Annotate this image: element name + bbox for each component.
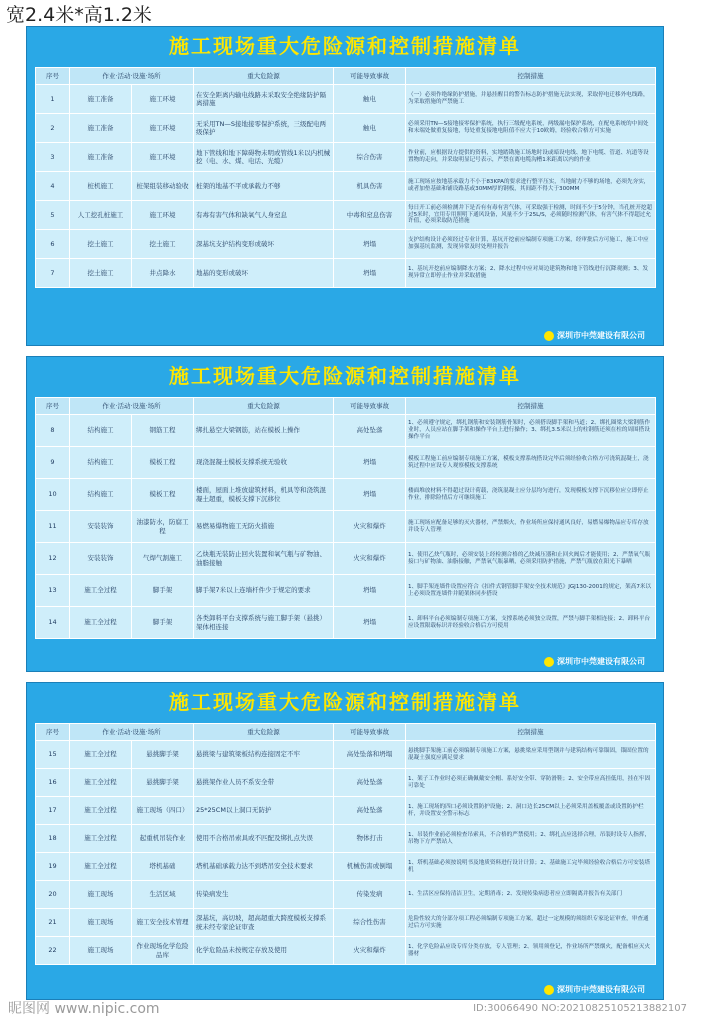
cell-no: 8 (36, 415, 70, 447)
cell-location: 施工现场（四口） (132, 797, 194, 825)
table-row (36, 881, 656, 909)
hazard-table (35, 67, 656, 288)
cell-hazard: 地下管线和地下障碍物未明或管线1米以内机械挖（电、水、煤、电话、光缆） (194, 143, 334, 172)
cell-control: 施工现场应配备足够的灭火器材，严禁烟火，作业场所应保持通风良好，易燃易爆物品应专库存放并设专人管理 (406, 511, 656, 543)
cell-control: 1、使用乙炔气瓶时，必须安装上经检测合格的乙炔减压器和止回火阀后才能使用；2、严禁氧气瓶接口与矿物油、油脂接触，严禁氧气瓶暴晒，必须采用防护措施，严禁气瓶放在阳光下暴晒 (406, 543, 656, 575)
cell-hazard: 25*25CM以上洞口无防护 (194, 797, 334, 825)
table-row (36, 172, 656, 201)
company-footer (544, 656, 645, 667)
cell-control: 1、卸料平台必须编制专项施工方案，支撑系统必须独立设置，严禁与脚手架相连接；2、卸料平台应设置限载标识并经验收合格后方可使用 (406, 607, 656, 639)
cell-accident: 高处坠落 (334, 769, 406, 797)
cell-activity: 施工全过程 (70, 741, 132, 769)
table-row (36, 741, 656, 769)
company-logo-icon (544, 985, 554, 995)
cell-accident: 高处坠落 (334, 797, 406, 825)
cell-control: 模板工程施工前应编制专项施工方案，模板支撑系统搭设完毕后须经验收合格方可浇筑混凝土，浇筑过程中应设专人观察模板支撑系统 (406, 447, 656, 479)
company-footer (544, 330, 645, 341)
cell-control: 1、吊装作业前必须检查吊索具，不合格的严禁使用；2、绑扎点应选择合理，吊装时设专人指挥，吊物下方严禁站人 (406, 825, 656, 853)
cell-no: 18 (36, 825, 70, 853)
cell-control: 支护结构设计必须经过专业计算，基坑开挖前应编制专项施工方案，经审批后方可施工，施工中应加强基坑监测，发现异常及时处理并报告 (406, 230, 656, 259)
cell-location: 悬挑脚手架 (132, 769, 194, 797)
header-accident: 可能导致事故 (334, 398, 406, 415)
cell-no: 9 (36, 447, 70, 479)
header-hazard: 重大危险源 (194, 398, 334, 415)
cell-control: 每日开工前必须检测井下是否有有毒有害气体，可采取强于检测，时间不少于5分钟，当孔桩开挖超过5米时，宜用专用照明下通风设备，风量不少于25L/S，必须随时检测气体，有害气体不得超过允许值，必须采取防范措施 (406, 201, 656, 230)
board-title: 施工现场重大危险源和控制措施清单 (169, 364, 521, 388)
cell-location: 井点降水 (132, 259, 194, 288)
header-no: 序号 (36, 724, 70, 741)
cell-hazard: 传染病发生 (194, 881, 334, 909)
hazard-board (26, 26, 664, 346)
cell-location: 脚手架 (132, 607, 194, 639)
company-logo-icon (544, 331, 554, 341)
header-activity: 作业·活动·设施·场所 (70, 68, 194, 85)
cell-no: 4 (36, 172, 70, 201)
cell-accident: 坍塌 (334, 230, 406, 259)
header-hazard: 重大危险源 (194, 724, 334, 741)
cell-activity: 施工现场 (70, 881, 132, 909)
cell-control: 1、基坑开挖前应编制降水方案；2、降水过程中应对周边建筑物和地下管线进行沉降观测；3、发现异常立即停止作业并采取措施 (406, 259, 656, 288)
cell-location: 挖土施工 (132, 230, 194, 259)
cell-no: 15 (36, 741, 70, 769)
cell-activity: 安装装饰 (70, 543, 132, 575)
cell-hazard: 绑扎悬空大梁钢筋，站在模板上操作 (194, 415, 334, 447)
company-footer (544, 984, 645, 995)
cell-activity: 挖土施工 (70, 259, 132, 288)
cell-control: 必须采用TN—S接地接零保护系统，执行三级配电系统，两级漏电保护系统，在配电系统的中间处和末端处做重复接地，每处重复接地电阻值不应大于10欧姆，经验收合格方可实施 (406, 114, 656, 143)
header-activity: 作业·活动·设施·场所 (70, 398, 194, 415)
cell-location: 施工环境 (132, 114, 194, 143)
cell-hazard: 使用不合格吊索具或不匹配及绑扎点失误 (194, 825, 334, 853)
cell-hazard: 各类卸料平台支撑系统与施工脚手架（悬挑）架体相连接 (194, 607, 334, 639)
company-name: 深圳市中莞建设有限公司 (557, 331, 645, 340)
cell-hazard: 化学危险品未按规定存放及使用 (194, 937, 334, 965)
cell-hazard: 有毒有害气体和缺氧气人身窒息 (194, 201, 334, 230)
cell-control: 1、施工现场的四口必须设置防护设施；2、洞口边长25CM以上必须采用盖板覆盖或设置防护栏杆，并设置安全警示标志 (406, 797, 656, 825)
cell-accident: 机具伤害 (334, 172, 406, 201)
cell-hazard: 楼面，屋面上堆放建筑材料，机具等和浇筑混凝土超重，模板支撑下沉移位 (194, 479, 334, 511)
board-title: 施工现场重大危险源和控制措施清单 (169, 690, 521, 714)
cell-control: 1、生活区应保持清洁卫生，定期消毒；2、发现传染病患者应立即隔离并报告有关部门 (406, 881, 656, 909)
cell-hazard: 乙炔瓶无装防止回火装置和氧气瓶与矿物油、油脂接触 (194, 543, 334, 575)
cell-accident: 火灾和爆炸 (334, 543, 406, 575)
cell-activity: 结构施工 (70, 415, 132, 447)
cell-activity: 施工全过程 (70, 607, 132, 639)
cell-no: 7 (36, 259, 70, 288)
header-control: 控制措施 (406, 398, 656, 415)
cell-no: 11 (36, 511, 70, 543)
table-row (36, 114, 656, 143)
cell-hazard: 深基坑支护结构变形或破坏 (194, 230, 334, 259)
cell-activity: 施工全过程 (70, 769, 132, 797)
cell-no: 12 (36, 543, 70, 575)
cell-accident: 高处坠落和坍塌 (334, 741, 406, 769)
cell-control: 1、架子工作业时必须正确佩戴安全帽、系好安全带、穿防滑鞋；2、安全带应高挂低用，挂在牢固可靠处 (406, 769, 656, 797)
company-logo-icon (544, 657, 554, 667)
header-activity: 作业·活动·设施·场所 (70, 724, 194, 741)
cell-hazard: 塔机基础承载力达不到塔吊安全技术要求 (194, 853, 334, 881)
cell-location: 生活区域 (132, 881, 194, 909)
cell-accident: 综合性伤害 (334, 909, 406, 937)
cell-activity: 施工现场 (70, 909, 132, 937)
cell-accident: 坍塌 (334, 479, 406, 511)
cell-activity: 施工现场 (70, 937, 132, 965)
cell-accident: 坍塌 (334, 259, 406, 288)
cell-accident: 火灾和爆炸 (334, 511, 406, 543)
header-control: 控制措施 (406, 724, 656, 741)
table-row (36, 201, 656, 230)
cell-activity: 施工全过程 (70, 797, 132, 825)
table-row (36, 479, 656, 511)
cell-activity: 施工全过程 (70, 853, 132, 881)
board-title: 施工现场重大危险源和控制措施清单 (169, 34, 521, 58)
header-no: 序号 (36, 398, 70, 415)
cell-hazard: 地基的变形或破坏 (194, 259, 334, 288)
table-header-row (36, 724, 656, 741)
cell-no: 20 (36, 881, 70, 909)
table-row (36, 543, 656, 575)
table-row (36, 825, 656, 853)
cell-location: 施工环境 (132, 143, 194, 172)
cell-location: 模板工程 (132, 479, 194, 511)
table-row (36, 415, 656, 447)
cell-accident: 触电 (334, 85, 406, 114)
cell-hazard: 悬挑梁与建筑梁板结构连接固定不牢 (194, 741, 334, 769)
cell-hazard: 无采用TN—S接地接零保护系统，三级配电两级保护 (194, 114, 334, 143)
cell-accident: 火灾和爆炸 (334, 937, 406, 965)
cell-control: 1、必须遵守规定，绑扎钢筋和安装钢筋骨架时，必须搭设脚手架和马道；2、绑扎圈梁大梁钢筋作业时，人员应站在脚手架和操作平台上进行操作；3、绑扎3.5米以上的柱钢筋还须在柱的周围搭设操作平台 (406, 415, 656, 447)
cell-location: 塔机基础 (132, 853, 194, 881)
cell-activity: 人工挖孔桩施工 (70, 201, 132, 230)
table-row (36, 259, 656, 288)
cell-accident: 坍塌 (334, 575, 406, 607)
cell-accident: 触电 (334, 114, 406, 143)
hazard-board (26, 356, 664, 672)
cell-no: 16 (36, 769, 70, 797)
cell-no: 10 (36, 479, 70, 511)
cell-no: 14 (36, 607, 70, 639)
table-row (36, 575, 656, 607)
cell-no: 2 (36, 114, 70, 143)
cell-location: 悬挑脚手架 (132, 741, 194, 769)
watermark: 昵图网 www.nipic.com (8, 1001, 160, 1017)
cell-accident: 高处坠落 (334, 415, 406, 447)
cell-accident: 机械伤害或倒塌 (334, 853, 406, 881)
cell-no: 1 (36, 85, 70, 114)
table-row (36, 937, 656, 965)
cell-no: 3 (36, 143, 70, 172)
cell-activity: 挖土施工 (70, 230, 132, 259)
cell-accident: 物体打击 (334, 825, 406, 853)
hazard-table-area (35, 397, 655, 639)
cell-hazard: 脚手架7米以上连墙杆件少于规定的要求 (194, 575, 334, 607)
table-row (36, 143, 656, 172)
cell-accident: 坍塌 (334, 607, 406, 639)
header-accident: 可能导致事故 (334, 724, 406, 741)
hazard-table-area (35, 723, 655, 965)
header-accident: 可能导致事故 (334, 68, 406, 85)
hazard-table (35, 397, 656, 639)
watermark-id: ID:30066490 NO:20210825105213882107 (473, 1003, 687, 1014)
cell-location: 钢筋工程 (132, 415, 194, 447)
cell-control: 1、脚手架连墙件设置应符合《扣件式钢管脚手架安全技术规范》JGJ130-2001的规定，架高7米以上必须设置连墙件并随架体同步搭设 (406, 575, 656, 607)
table-row (36, 511, 656, 543)
cell-activity: 施工准备 (70, 143, 132, 172)
cell-hazard: 在安全距离内输电线路未采取安全绝缘防护隔离措施 (194, 85, 334, 114)
company-name: 深圳市中莞建设有限公司 (557, 657, 645, 666)
cell-activity: 施工准备 (70, 85, 132, 114)
header-control: 控制措施 (406, 68, 656, 85)
table-row (36, 853, 656, 881)
cell-location: 起重机吊装作业 (132, 825, 194, 853)
cell-hazard: 深基坑，高切坡，超高超重大跨度模板支撑系统未经专家论证审查 (194, 909, 334, 937)
cell-location: 油漆防水，防腐工程 (132, 511, 194, 543)
table-row (36, 447, 656, 479)
cell-location: 气焊气割施工 (132, 543, 194, 575)
cell-control: 1、化学危险品应设专库分类存放，专人管理；2、领用须登记，作业场所严禁烟火，配备相应灭火器材 (406, 937, 656, 965)
table-row (36, 909, 656, 937)
cell-location: 施工环境 (132, 85, 194, 114)
table-row (36, 85, 656, 114)
cell-hazard: 现浇混凝土模板支撑系统无验收 (194, 447, 334, 479)
cell-activity: 结构施工 (70, 447, 132, 479)
cell-no: 13 (36, 575, 70, 607)
cell-location: 施工环境 (132, 201, 194, 230)
cell-activity: 施工准备 (70, 114, 132, 143)
cell-no: 5 (36, 201, 70, 230)
cell-no: 19 (36, 853, 70, 881)
cell-location: 脚手架 (132, 575, 194, 607)
table-header-row (36, 68, 656, 85)
cell-no: 21 (36, 909, 70, 937)
cell-accident: 中毒和窒息伤害 (334, 201, 406, 230)
table-row (36, 230, 656, 259)
table-row (36, 797, 656, 825)
cell-control: 1、塔机基础必须按说明书及地质资料进行设计计算；2、基础施工完毕须经验收合格后方可安装塔机 (406, 853, 656, 881)
cell-location: 施工安全技术管理 (132, 909, 194, 937)
cell-location: 模板工程 (132, 447, 194, 479)
table-header-row (36, 398, 656, 415)
cell-activity: 桩机施工 (70, 172, 132, 201)
header-no: 序号 (36, 68, 70, 85)
cell-accident: 传染发病 (334, 881, 406, 909)
hazard-table (35, 723, 656, 965)
cell-activity: 施工全过程 (70, 825, 132, 853)
cell-accident: 综合伤害 (334, 143, 406, 172)
top-caption: 宽2.4米*高1.2米 (6, 4, 152, 26)
hazard-table-area (35, 67, 655, 288)
cell-location: 作业现场化学危险品库 (132, 937, 194, 965)
cell-no: 22 (36, 937, 70, 965)
cell-no: 17 (36, 797, 70, 825)
table-row (36, 607, 656, 639)
cell-control: 作业前，应根据设方提供的资料，实地踏勘施工场地时设或暗设电线、地下电缆、管道、坑道等设置物的走向，并采取明显记号表示，严禁在离电缆沟槽1米距离以内的作业 (406, 143, 656, 172)
table-row (36, 769, 656, 797)
hazard-board (26, 682, 664, 1000)
header-hazard: 重大危险源 (194, 68, 334, 85)
cell-activity: 结构施工 (70, 479, 132, 511)
cell-hazard: 悬挑架作业人员不系安全带 (194, 769, 334, 797)
company-name: 深圳市中莞建设有限公司 (557, 985, 645, 994)
cell-hazard: 易燃易爆物施工无防火措施 (194, 511, 334, 543)
cell-activity: 施工全过程 (70, 575, 132, 607)
cell-control: 危险性较大的分部分项工程必须编制专项施工方案，超过一定规模的须组织专家论证审查，审查通过后方可实施 (406, 909, 656, 937)
cell-control: 楼面堆放材料不得超过设计荷载，浇筑混凝土应分层均匀进行，发现模板支撑下沉移位应立即停止作业，排除险情后方可继续施工 (406, 479, 656, 511)
cell-no: 6 (36, 230, 70, 259)
cell-hazard: 桩架的地基不平或承载力不够 (194, 172, 334, 201)
cell-location: 桩架组装移动验收 (132, 172, 194, 201)
cell-control: 施工现场应按地基承载力不小于83KPA的要求进行整平压实，当地耐力不够的场地，必须先夯实，或者加垫基础和铺设路基或30MM厚的钢板，其间距不得大于300MM (406, 172, 656, 201)
cell-activity: 安装装饰 (70, 511, 132, 543)
cell-accident: 坍塌 (334, 447, 406, 479)
cell-control: （一）必须作绝缘防护措施，并悬挂醒目的警告标志防护措施无法实现，采取停电迁移外电线路，为采取措施的严禁施工 (406, 85, 656, 114)
cell-control: 悬挑脚手架施工前必须编制专项施工方案，悬挑梁应采用型钢并与建筑结构可靠锚固，锚固位置的混凝土强度应满足要求 (406, 741, 656, 769)
